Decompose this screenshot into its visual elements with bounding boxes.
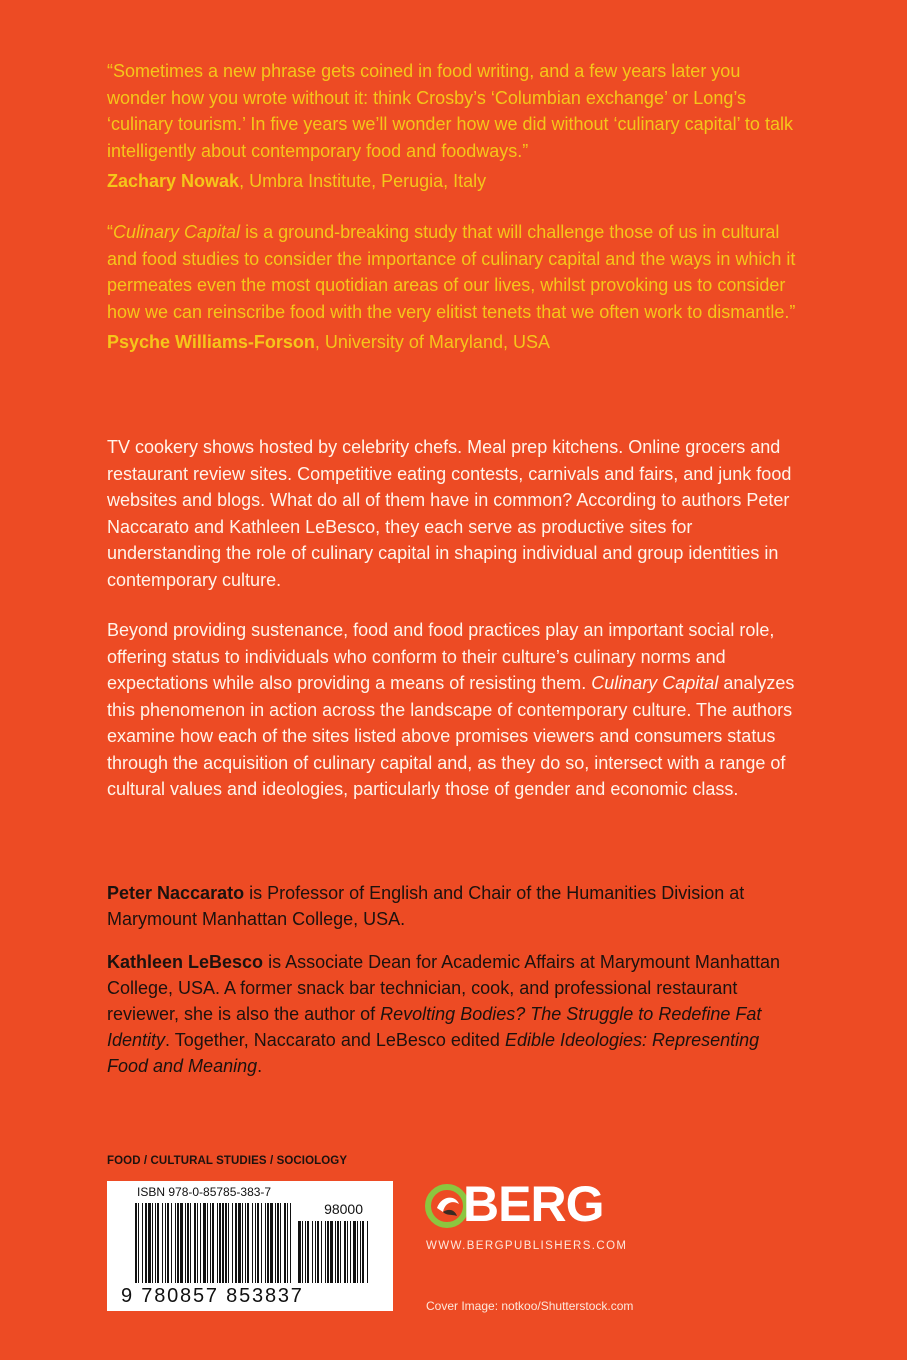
barcode-bar bbox=[344, 1221, 346, 1283]
barcode-bar bbox=[347, 1221, 348, 1283]
barcode-bar bbox=[228, 1203, 229, 1283]
barcode-bar bbox=[238, 1203, 241, 1283]
description-text bbox=[107, 617, 797, 803]
barcode-bar bbox=[177, 1203, 179, 1283]
barcode-bar bbox=[167, 1203, 169, 1283]
cover-image-credit: Cover Image: notkoo/Shutterstock.com bbox=[426, 1299, 634, 1313]
bio-body-mid: . Together, Naccarato and LeBesco edited bbox=[165, 1030, 505, 1050]
barcode-bar bbox=[247, 1203, 249, 1283]
barcode-bar bbox=[290, 1203, 291, 1283]
author-name: Peter Naccarato bbox=[107, 883, 245, 903]
bio-book-title: Revolting Bodies? The Struggle to Redefine Fat Identity bbox=[107, 1004, 762, 1050]
barcode-bar bbox=[203, 1203, 206, 1283]
barcode-bar bbox=[171, 1203, 172, 1283]
barcode-bar bbox=[325, 1221, 326, 1283]
barcode-bar bbox=[337, 1221, 339, 1283]
barcode-bar bbox=[305, 1221, 306, 1283]
barcode-bar bbox=[185, 1203, 186, 1283]
barcode-bar bbox=[194, 1203, 196, 1283]
barcode-bar bbox=[315, 1221, 316, 1283]
description-book-title: Culinary Capital bbox=[591, 673, 719, 693]
quote-text: “Sometimes a new phrase gets coined in food writing, and a few years later you wonder how you wrote without it: think Crosby’s ‘Columbian exchange’ or Long’s ‘culinary tourism.’ In five years we’ll wonder how we did without ‘culinary capital’ to talk intelligently about contemporary food and foodways.” bbox=[107, 61, 793, 161]
quote-attribution bbox=[107, 168, 797, 195]
barcode-bar bbox=[145, 1203, 147, 1283]
bio-text bbox=[107, 949, 797, 1079]
barcode-bar bbox=[210, 1203, 211, 1283]
barcode-bar bbox=[187, 1203, 189, 1283]
barcode-bar bbox=[277, 1203, 279, 1283]
author-bio-2 bbox=[107, 949, 797, 1079]
description-text-end: analyzes this phenomenon in action across the landscape of contemporary culture. The authors examine how each of the sites listed above promises viewers and consumers status through the acquisition of culinary capital and, as they do so, intersect with a range of cultural values and ideologies, particularly those of gender and economic class. bbox=[107, 673, 795, 799]
barcode-bar bbox=[232, 1203, 233, 1283]
barcode-bar bbox=[350, 1221, 351, 1283]
barcode-bar bbox=[312, 1221, 313, 1283]
barcode-bar bbox=[175, 1203, 176, 1283]
barcode-bar bbox=[357, 1221, 358, 1283]
quote-affiliation: , Umbra Institute, Perugia, Italy bbox=[239, 171, 487, 191]
publisher-url: WWW.BERGPUBLISHERS.COM bbox=[426, 1240, 628, 1252]
barcode-bar bbox=[217, 1203, 218, 1283]
barcode-bar bbox=[200, 1203, 201, 1283]
barcode-bar bbox=[340, 1221, 341, 1283]
description-text: TV cookery shows hosted by celebrity chefs. Meal prep kitchens. Online grocers and restaurant review sites. Competitive eating contests, carnivals and fairs, and junk food websites and blogs. What do all of them have in common? According to authors Peter Naccarato and Kathleen LeBesco, they each serve as productive sites for understanding the role of culinary capital in shaping individual and group identities in contemporary culture. bbox=[107, 437, 792, 590]
publisher-logo-text: BERG bbox=[463, 1176, 604, 1232]
barcode-bar bbox=[207, 1203, 208, 1283]
quote-attribution bbox=[107, 329, 797, 356]
barcode-bar bbox=[162, 1203, 163, 1283]
barcode-bar bbox=[212, 1203, 214, 1283]
barcode-bar bbox=[280, 1203, 281, 1283]
isbn-label: ISBN 978-0-85785-383-7 bbox=[137, 1185, 272, 1199]
barcode-digits: 9 780857 853837 bbox=[121, 1285, 304, 1307]
barcode-bar bbox=[360, 1221, 361, 1283]
bio-body: is Associate Dean for Academic Affairs at Marymount Manhattan College, USA. A former snack bar technician, cook, and professional restaurant reviewer, she is also the author of bbox=[107, 952, 780, 1024]
barcode-bar bbox=[235, 1203, 237, 1283]
barcode-bar bbox=[225, 1203, 227, 1283]
barcode-bar bbox=[242, 1203, 243, 1283]
description-paragraph-1 bbox=[107, 434, 797, 593]
bio-text bbox=[107, 880, 797, 932]
barcode-bar bbox=[275, 1203, 276, 1283]
barcode-bar bbox=[270, 1203, 273, 1283]
quote-author: Psyche Williams-Forson bbox=[107, 332, 315, 352]
barcode-bar bbox=[302, 1221, 303, 1283]
barcode-bar bbox=[157, 1203, 159, 1283]
barcode-bar bbox=[245, 1203, 246, 1283]
barcode-bar bbox=[138, 1203, 139, 1283]
quote-body: is a ground-breaking study that will challenge those of us in cultural and food studies to consider the importance of culinary capital and the ways in which it permeates even the most quotidian areas of our lives, whilst provoking us to consider how we can reinscribe food with the very elitist tenets that we often work to dismantle.” bbox=[107, 222, 796, 322]
quote-text bbox=[107, 219, 797, 325]
barcode-bar bbox=[298, 1221, 301, 1283]
barcode-bar bbox=[219, 1203, 221, 1283]
barcode-bar bbox=[255, 1203, 256, 1283]
barcode-bar bbox=[135, 1203, 137, 1283]
barcode-bar bbox=[321, 1221, 322, 1283]
bio-book-title: Edible Ideologies: Representing Food and Meaning bbox=[107, 1030, 760, 1076]
barcode-bar bbox=[142, 1203, 143, 1283]
barcode-bar bbox=[335, 1221, 336, 1283]
barcode-bar bbox=[367, 1221, 368, 1283]
barcode-bar bbox=[165, 1203, 166, 1283]
barcode-bar bbox=[148, 1203, 151, 1283]
quote-author: Zachary Nowak bbox=[107, 171, 240, 191]
quote-affiliation: , University of Maryland, USA bbox=[314, 332, 550, 352]
quote-book-title: Culinary Capital bbox=[113, 222, 241, 242]
barcode-bar bbox=[155, 1203, 156, 1283]
price-code: 98000 bbox=[324, 1201, 363, 1217]
author-name: Kathleen LeBesco bbox=[107, 952, 264, 972]
author-bio-1 bbox=[107, 880, 797, 932]
barcode-bar bbox=[152, 1203, 153, 1283]
category-label: FOOD / CULTURAL STUDIES / SOCIOLOGY bbox=[107, 1155, 348, 1167]
barcode-bar bbox=[265, 1203, 266, 1283]
barcode-bar bbox=[330, 1221, 333, 1283]
barcode-bar bbox=[353, 1221, 356, 1283]
bio-body: is Professor of English and Chair of the Humanities Division at Marymount Manhattan College, USA. bbox=[107, 883, 745, 929]
barcode-bar bbox=[287, 1203, 288, 1283]
bio-body-end: . bbox=[257, 1056, 263, 1076]
barcode-bar bbox=[197, 1203, 198, 1283]
description-paragraph-2 bbox=[107, 617, 797, 803]
barcode-bar bbox=[267, 1203, 269, 1283]
barcode-bar bbox=[180, 1203, 183, 1283]
barcode-bar bbox=[222, 1203, 224, 1283]
barcode-bar bbox=[362, 1221, 364, 1283]
barcode-bar bbox=[317, 1221, 319, 1283]
quote-open-mark: “ bbox=[107, 222, 113, 242]
barcode-bar bbox=[261, 1203, 262, 1283]
barcode-bar bbox=[327, 1221, 329, 1283]
blurb-quote-1 bbox=[107, 58, 797, 195]
barcode-bar bbox=[307, 1221, 309, 1283]
barcode-bar bbox=[252, 1203, 253, 1283]
description-text-start: Beyond providing sustenance, food and food practices play an important social role, offering status to individuals who conform to their culture’s culinary norms and expectations while also providing a means of resisting them. bbox=[107, 620, 775, 693]
blurb-quote-2 bbox=[107, 219, 797, 356]
barcode-bar bbox=[190, 1203, 191, 1283]
barcode-bar bbox=[257, 1203, 259, 1283]
isbn-barcode bbox=[107, 1181, 393, 1311]
barcode-bar bbox=[284, 1203, 286, 1283]
